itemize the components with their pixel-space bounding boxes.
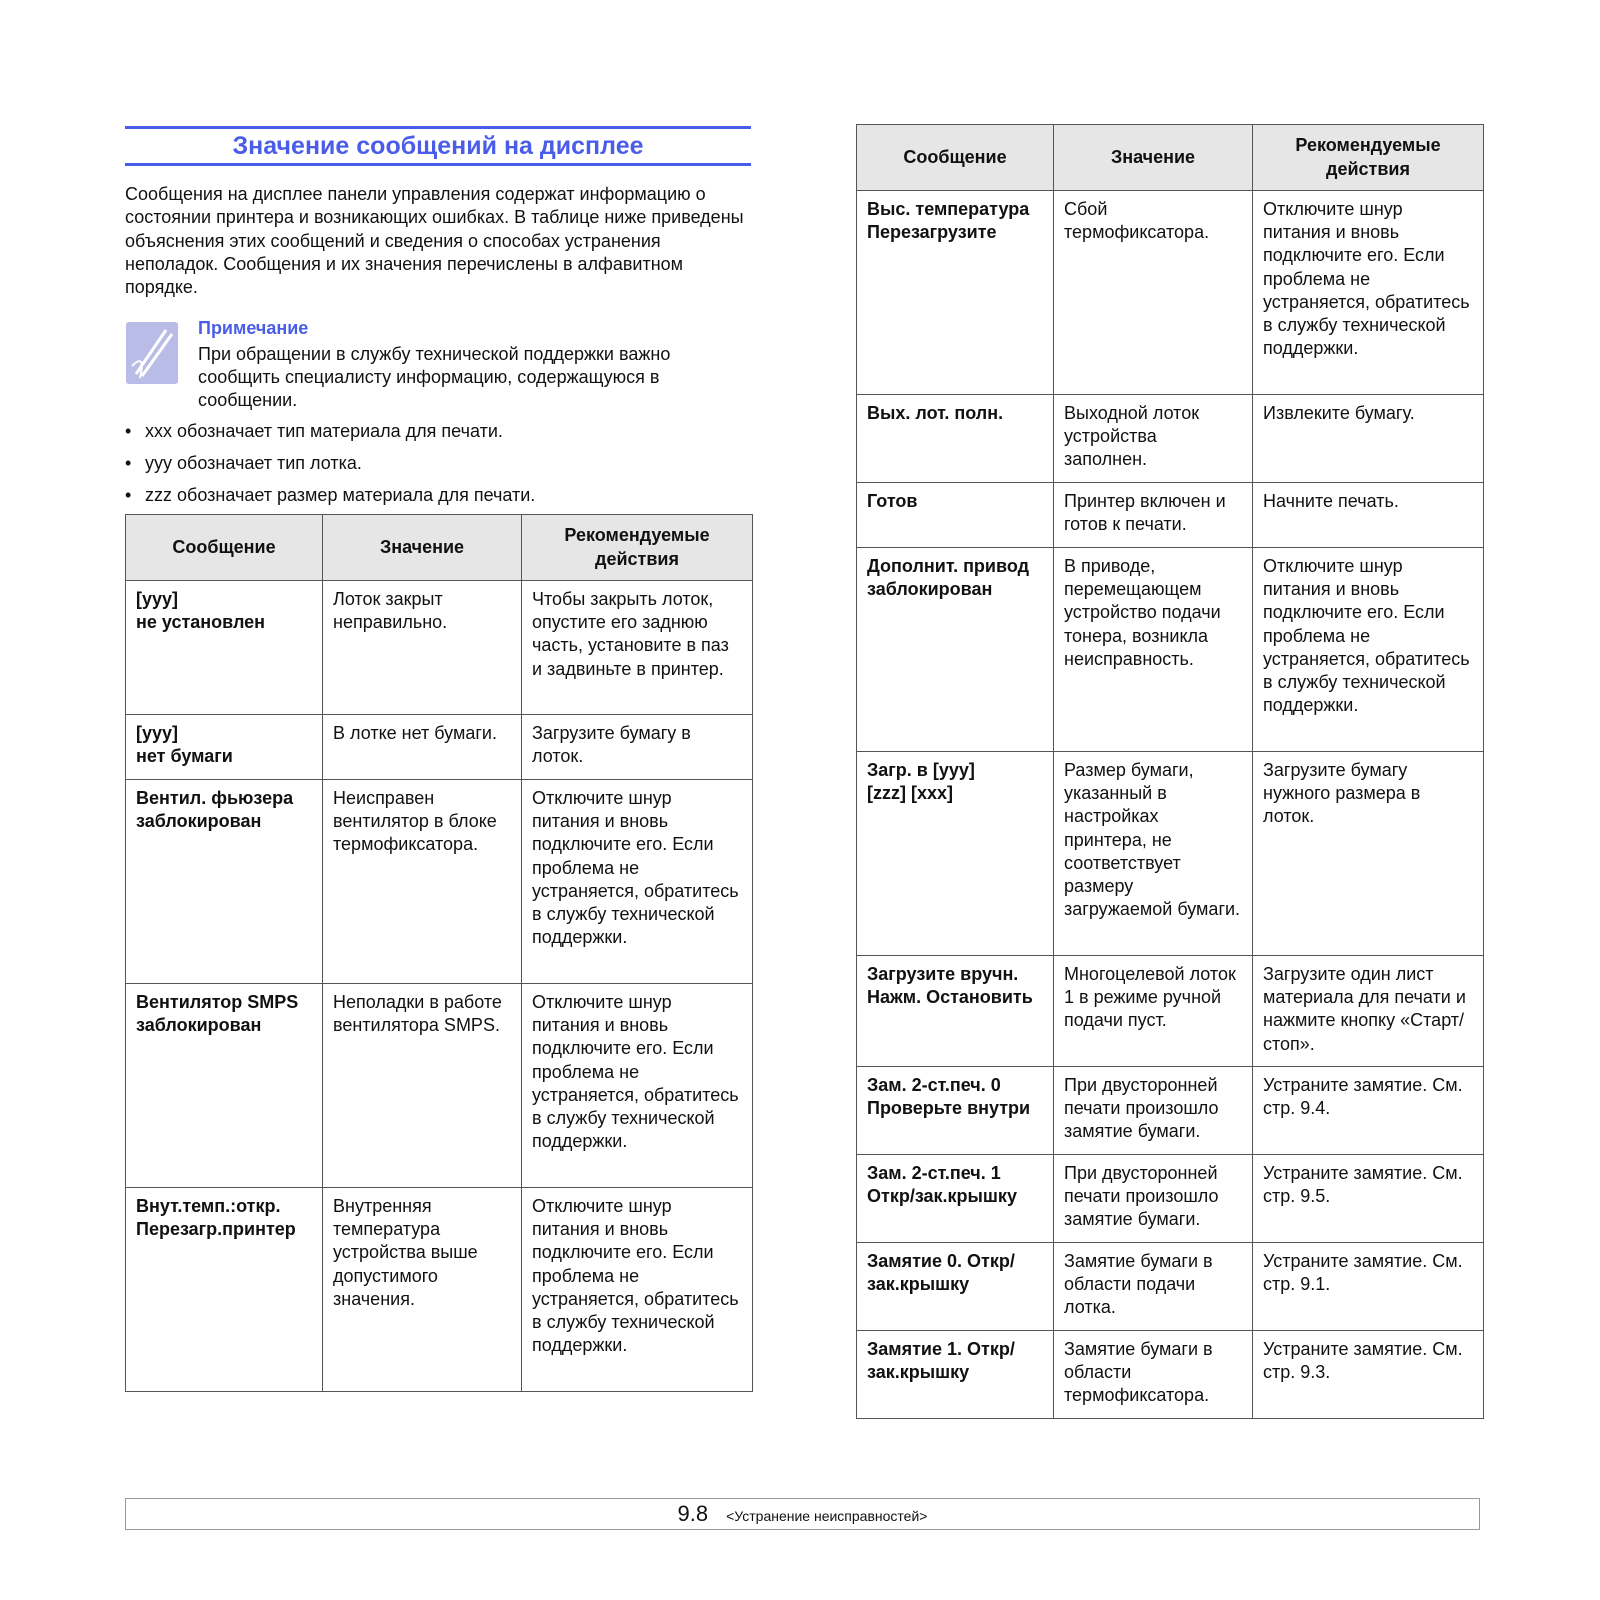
note-heading: Примечание (198, 318, 309, 338)
action-cell: Начните печать. (1253, 483, 1484, 548)
action-cell: Загрузите бумагу в лоток. (522, 715, 753, 780)
table-header-row (857, 125, 1484, 191)
message-cell: Вых. лот. полн. (857, 395, 1054, 483)
messages-table-left (125, 514, 753, 1392)
intro-paragraph: Сообщения на дисплее панели управления содержат информацию о состоянии принтера и возникающих ошибках. В таблице ниже приведены объяснения этих сообщений и сведения о способах устранения неполадок. Сообщения и их значения перечислены в алфавитном порядке. (125, 184, 744, 298)
column-header-action: Рекомендуемые действия (522, 515, 753, 581)
table-row (126, 984, 753, 1188)
page-footer (125, 1498, 1480, 1530)
table-row (857, 1067, 1484, 1155)
column-header-meaning: Значение (323, 515, 522, 581)
column-header-meaning: Значение (1054, 125, 1253, 191)
message-line: [zzz] [xxx] (867, 783, 954, 804)
message-cell: Вентил. фьюзера заблокирован (126, 780, 323, 984)
table-row (126, 1188, 753, 1392)
message-line: не установлен (136, 612, 266, 633)
message-line: [yyy] (136, 723, 179, 743)
message-cell (126, 715, 323, 780)
meaning-cell: Размер бумаги, указанный в настройках принтера, не соответствует размеру загружаемой бумаги. (1054, 752, 1253, 956)
message-cell: Вентилятор SMPS заблокирован (126, 984, 323, 1188)
table-row (857, 1155, 1484, 1243)
message-cell: Внут.темп.:откр. Перезагр.принтер (126, 1188, 323, 1392)
note-text: При обращении в службу технической поддержки важно сообщить специалисту информацию, содержащуюся в сообщении. (198, 344, 671, 410)
meaning-cell: В лотке нет бумаги. (323, 715, 522, 780)
action-cell: Устраните замятие. См. стр. 9.1. (1253, 1243, 1484, 1331)
action-cell: Отключите шнур питания и вновь подключите его. Если проблема не устраняется, обратитесь в службу технической поддержки. (522, 1188, 753, 1392)
action-cell: Устраните замятие. См. стр. 9.5. (1253, 1155, 1484, 1243)
page-title: Значение сообщений на дисплее (125, 126, 751, 166)
table-row (126, 780, 753, 984)
message-cell: Зам. 2-ст.печ. 0 Проверьте внутри (857, 1067, 1054, 1155)
meaning-cell: Неполадки в работе вентилятора SMPS. (323, 984, 522, 1188)
action-cell: Отключите шнур питания и вновь подключите его. Если проблема не устраняется, обратитесь в службу технической поддержки. (1253, 191, 1484, 395)
meaning-cell: Сбой термофиксатора. (1054, 191, 1253, 395)
table-row (126, 715, 753, 780)
action-cell: Загрузите бумагу нужного размера в лоток. (1253, 752, 1484, 956)
meaning-cell: Лоток закрыт неправильно. (323, 581, 522, 715)
action-cell: Загрузите один лист материала для печати и нажмите кнопку «Старт/стоп». (1253, 956, 1484, 1067)
meaning-cell: Неисправен вентилятор в блоке термофиксатора. (323, 780, 522, 984)
bullet-marker: • (125, 421, 132, 441)
action-cell: Отключите шнур питания и вновь подключите его. Если проблема не устраняется, обратитесь в службу технической поддержки. (1253, 548, 1484, 752)
list-item: • xxx обозначает тип материала для печати. (125, 421, 503, 441)
meaning-cell: Выходной лоток устройства заполнен. (1054, 395, 1253, 483)
bullet-list (125, 420, 535, 516)
page-number: 9.8 (677, 1501, 709, 1526)
meaning-cell: В приводе, перемещающем устройство подачи тонера, возникла неисправность. (1054, 548, 1253, 752)
action-cell: Отключите шнур питания и вновь подключите его. Если проблема не устраняется, обратитесь в службу технической поддержки. (522, 780, 753, 984)
meaning-cell: Многоцелевой лоток 1 в режиме ручной подачи пуст. (1054, 956, 1253, 1067)
action-cell: Извлеките бумагу. (1253, 395, 1484, 483)
messages-table-right (856, 124, 1484, 1419)
table-header-row (126, 515, 753, 581)
column-header-action: Рекомендуемые действия (1253, 125, 1484, 191)
table-row (126, 581, 753, 715)
table-row (857, 483, 1484, 548)
message-cell (857, 752, 1054, 956)
meaning-cell: При двусторонней печати произошло замятие бумаги. (1054, 1155, 1253, 1243)
message-line: Загр. в [yyy] (867, 760, 975, 780)
message-line: [yyy] (136, 589, 179, 609)
message-cell (126, 581, 323, 715)
table-row (857, 548, 1484, 752)
message-cell: Замятие 1. Откр/зак.крышку (857, 1331, 1054, 1419)
table-row (857, 191, 1484, 395)
section-name: <Устранение неисправностей> (726, 1508, 928, 1524)
message-cell: Загрузите вручн. Нажм. Остановить (857, 956, 1054, 1067)
table-row (857, 395, 1484, 483)
message-cell: Выс. температура Перезагрузите (857, 191, 1054, 395)
meaning-cell: При двусторонней печати произошло замятие бумаги. (1054, 1067, 1253, 1155)
meaning-cell: Принтер включен и готов к печати. (1054, 483, 1253, 548)
bullet-marker: • (125, 453, 132, 473)
table-row (857, 752, 1484, 956)
action-cell: Устраните замятие. См. стр. 9.3. (1253, 1331, 1484, 1419)
column-header-message: Сообщение (126, 515, 323, 581)
meaning-cell: Внутренняя температура устройства выше допустимого значения. (323, 1188, 522, 1392)
message-cell: Замятие 0. Откр/зак.крышку (857, 1243, 1054, 1331)
column-header-message: Сообщение (857, 125, 1054, 191)
table-row (857, 956, 1484, 1067)
list-item: • zzz обозначает размер материала для печати. (125, 485, 536, 505)
message-cell: Зам. 2-ст.печ. 1 Откр/зак.крышку (857, 1155, 1054, 1243)
message-cell: Готов (857, 483, 1054, 548)
meaning-cell: Замятие бумаги в области подачи лотка. (1054, 1243, 1253, 1331)
message-line: нет бумаги (136, 746, 233, 767)
action-cell: Отключите шнур питания и вновь подключите его. Если проблема не устраняется, обратитесь в службу технической поддержки. (522, 984, 753, 1188)
table-row (857, 1243, 1484, 1331)
bullet-marker: • (125, 485, 132, 505)
meaning-cell: Замятие бумаги в области термофиксатора. (1054, 1331, 1253, 1419)
action-cell: Чтобы закрыть лоток, опустите его заднюю часть, установите в паз и задвиньте в принтер. (522, 581, 753, 715)
list-item: • yyy обозначает тип лотка. (125, 453, 362, 473)
table-row (857, 1331, 1484, 1419)
message-cell: Дополнит. привод заблокирован (857, 548, 1054, 752)
action-cell: Устраните замятие. См. стр. 9.4. (1253, 1067, 1484, 1155)
note-pencil-icon (126, 322, 178, 384)
